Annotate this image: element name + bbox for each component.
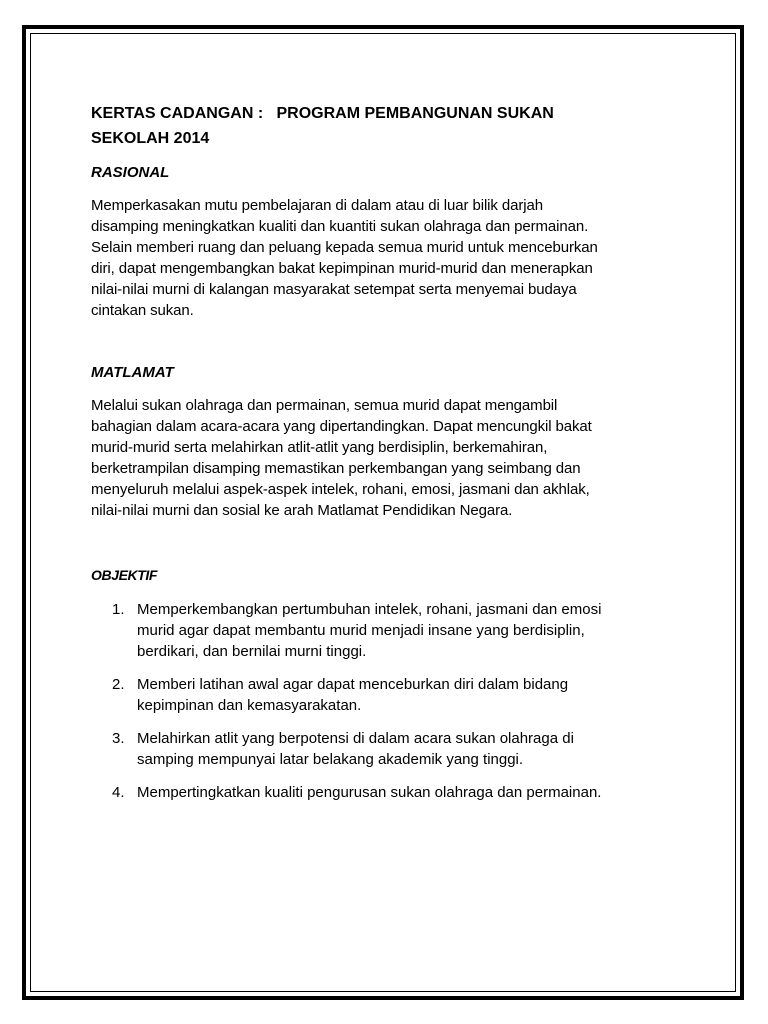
section-heading-rasional: RASIONAL [91, 164, 170, 181]
paragraph-line: berketrampilan disamping memastikan perkembangan yang seimbang dan [91, 460, 581, 477]
paragraph-line: murid-murid serta melahirkan atlit-atlit yang berdisiplin, berkemahiran, [91, 439, 548, 456]
section-paragraph-rasional [91, 195, 681, 321]
objective-list [91, 599, 681, 803]
paragraph-line: nilai-nilai murni dan sosial ke arah Matlamat Pendidikan Negara. [91, 502, 513, 519]
objective-number: 2. [112, 676, 125, 693]
paragraph-line: diri, dapat mengembangkan bakat kepimpinan murid-murid dan menerapkan [91, 260, 593, 277]
document-title [91, 101, 681, 151]
objective-number: 1. [112, 601, 125, 618]
section-heading-objektif: OBJEKTIF [91, 567, 158, 583]
objective-item [91, 782, 681, 803]
document-title-line-2: SEKOLAH 2014 [91, 130, 210, 147]
section-heading-matlamat: MATLAMAT [91, 364, 174, 381]
paragraph-line: bahagian dalam acara-acara yang dipertandingkan. Dapat mencungkil bakat [91, 418, 592, 435]
objective-line: kepimpinan dan kemasyarakatan. [137, 697, 362, 714]
paragraph-line: Memperkasakan mutu pembelajaran di dalam atau di luar bilik darjah [91, 197, 543, 214]
paragraph-line: menyeluruh melalui aspek-aspek intelek, rohani, emosi, jasmani dan akhlak, [91, 481, 590, 498]
document-body [91, 101, 681, 815]
objective-item [91, 674, 681, 716]
paragraph-line: Melalui sukan olahraga dan permainan, semua murid dapat mengambil [91, 397, 558, 414]
paragraph-line: disamping meningkatkan kualiti dan kuantiti sukan olahraga dan permainan. [91, 218, 589, 235]
objective-line: Memberi latihan awal agar dapat menceburkan diri dalam bidang [137, 676, 569, 693]
objective-line: Melahirkan atlit yang berpotensi di dalam acara sukan olahraga di [137, 730, 574, 747]
document-title-line-1: KERTAS CADANGAN : PROGRAM PEMBANGUNAN SUKAN [91, 105, 554, 122]
objective-line: samping mempunyai latar belakang akademik yang tinggi. [137, 751, 524, 768]
paragraph-line: cintakan sukan. [91, 302, 194, 319]
objective-line: Mempertingkatkan kualiti pengurusan sukan olahraga dan permainan. [137, 784, 602, 801]
section-paragraph-matlamat [91, 395, 681, 521]
objective-line: berdikari, dan bernilai murni tinggi. [137, 643, 367, 660]
objective-item [91, 599, 681, 662]
objective-line: murid agar dapat membantu murid menjadi insane yang berdisiplin, [137, 622, 585, 639]
paragraph-line: Selain memberi ruang dan peluang kepada semua murid untuk menceburkan [91, 239, 598, 256]
objective-line: Memperkembangkan pertumbuhan intelek, rohani, jasmani dan emosi [137, 601, 602, 618]
objective-number: 3. [112, 730, 125, 747]
paragraph-line: nilai-nilai murni di kalangan masyarakat setempat serta menyemai budaya [91, 281, 577, 298]
objective-number: 4. [112, 784, 125, 801]
objective-item [91, 728, 681, 770]
